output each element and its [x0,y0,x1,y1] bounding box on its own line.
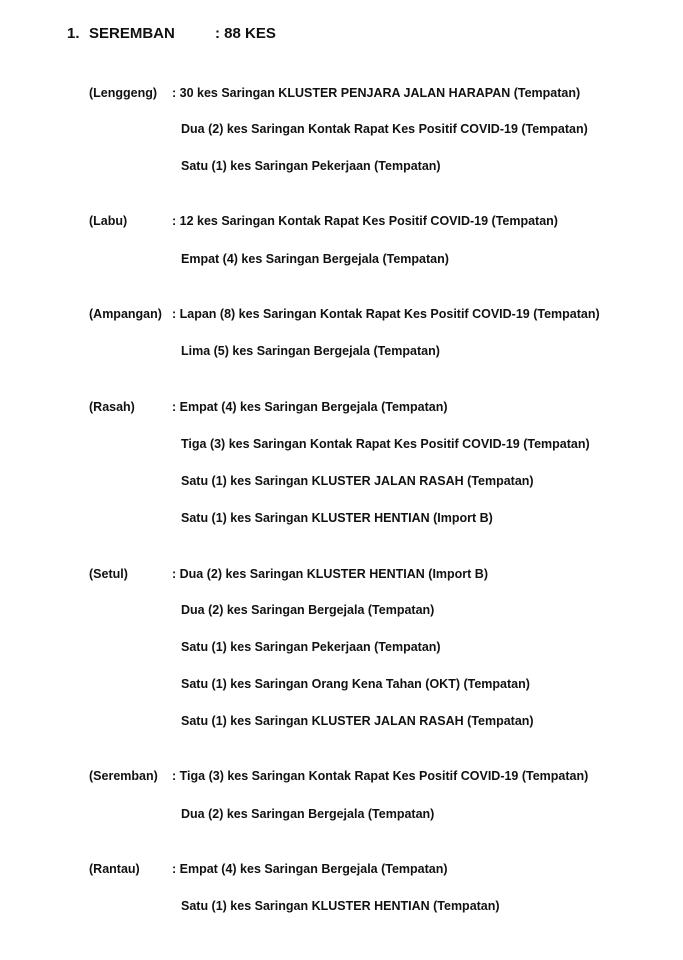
area-label-seremban: (Seremban) [89,769,158,783]
area-label-lenggeng: (Lenggeng) [89,86,158,100]
case-line: Dua (2) kes Saringan Bergejala (Tempatan) [181,603,435,617]
heading-title: SEREMBAN [89,25,175,42]
case-line: Satu (1) kes Saringan KLUSTER HENTIAN (Tempatan) [181,899,500,913]
case-line: Satu (1) kes Saringan KLUSTER JALAN RASAH (Tempatan) [181,474,534,488]
case-line: Satu (1) kes Saringan KLUSTER JALAN RASAH (Tempatan) [181,714,534,728]
case-line: : Dua (2) kes Saringan KLUSTER HENTIAN (Import B) [172,567,488,581]
case-line: Dua (2) kes Saringan Kontak Rapat Kes Positif COVID-19 (Tempatan) [181,122,588,136]
area-label-labu: (Labu) [89,214,128,228]
case-line: Tiga (3) kes Saringan Kontak Rapat Kes Positif COVID-19 (Tempatan) [181,437,590,451]
case-line: Satu (1) kes Saringan Orang Kena Tahan (OKT) (Tempatan) [181,677,530,691]
case-line: Satu (1) kes Saringan Pekerjaan (Tempatan) [181,640,441,654]
case-line: : Empat (4) kes Saringan Bergejala (Tempatan) [172,862,448,876]
case-line: : Lapan (8) kes Saringan Kontak Rapat Kes Positif COVID-19 (Tempatan) [172,307,600,321]
heading-number: 1. [67,25,80,42]
case-line: : Tiga (3) kes Saringan Kontak Rapat Kes Positif COVID-19 (Tempatan) [172,769,589,783]
area-label-rantau: (Rantau) [89,862,140,876]
case-line: : 12 kes Saringan Kontak Rapat Kes Positif COVID-19 (Tempatan) [172,214,558,228]
area-label-setul: (Setul) [89,567,128,581]
case-line: : Empat (4) kes Saringan Bergejala (Tempatan) [172,400,448,414]
case-line: Lima (5) kes Saringan Bergejala (Tempatan) [181,344,440,358]
case-line: Empat (4) kes Saringan Bergejala (Tempatan) [181,252,449,266]
area-label-ampangan: (Ampangan) [89,307,162,321]
case-line: Satu (1) kes Saringan Pekerjaan (Tempatan) [181,159,441,173]
case-line: Satu (1) kes Saringan KLUSTER HENTIAN (Import B) [181,511,493,525]
heading-total: : 88 KES [215,25,276,42]
area-label-rasah: (Rasah) [89,400,135,414]
case-line: Dua (2) kes Saringan Bergejala (Tempatan) [181,807,435,821]
case-line: : 30 kes Saringan KLUSTER PENJARA JALAN HARAPAN (Tempatan) [172,86,581,100]
